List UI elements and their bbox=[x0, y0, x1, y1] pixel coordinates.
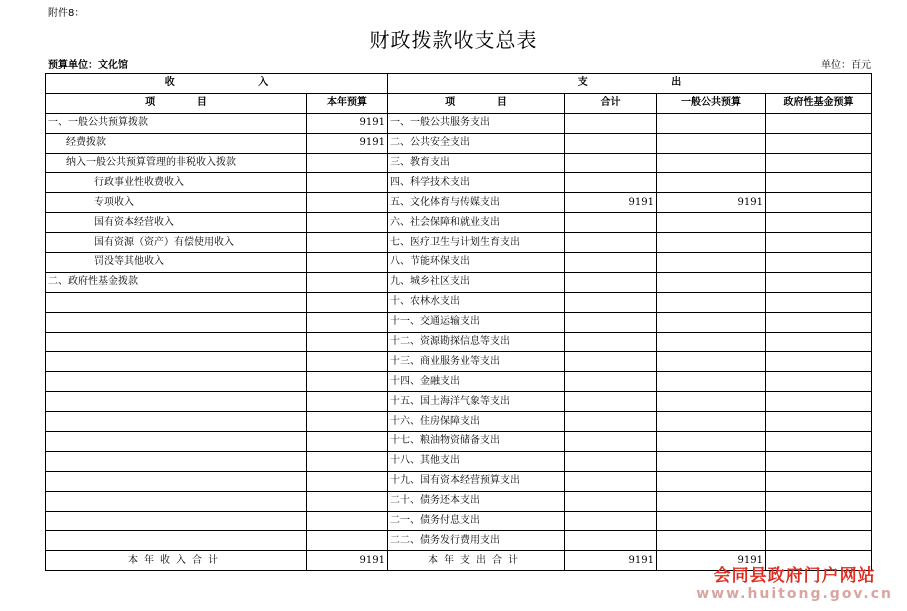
expense-fund-cell bbox=[766, 491, 872, 511]
currency-unit: 单位：百元 bbox=[821, 60, 871, 71]
table-row bbox=[46, 412, 872, 432]
expense-general-cell bbox=[657, 392, 766, 412]
expense-fund-cell bbox=[766, 292, 872, 312]
expense-total-value: 9191 bbox=[565, 551, 657, 571]
income-item-cell bbox=[46, 491, 307, 511]
income-budget-cell bbox=[307, 312, 388, 332]
income-budget-cell bbox=[307, 272, 388, 292]
table-row bbox=[46, 312, 872, 332]
table-row bbox=[46, 272, 872, 292]
expense-fund-cell bbox=[766, 412, 872, 432]
expense-fund-cell bbox=[766, 531, 872, 551]
expense-total-cell bbox=[565, 412, 657, 432]
budget-table bbox=[45, 73, 872, 571]
expense-item-cell: 十三、商业服务业等支出 bbox=[388, 352, 565, 372]
expense-fund-cell bbox=[766, 173, 872, 193]
expense-fund-cell bbox=[766, 233, 872, 253]
expense-general-cell bbox=[657, 412, 766, 432]
expense-general-cell bbox=[657, 491, 766, 511]
expense-general-cell bbox=[657, 372, 766, 392]
expense-item-cell: 二、公共安全支出 bbox=[388, 133, 565, 153]
expense-general-cell bbox=[657, 451, 766, 471]
expense-general-cell bbox=[657, 352, 766, 372]
expense-general-cell bbox=[657, 312, 766, 332]
watermark-url: www.huitong.gov.cn bbox=[696, 586, 893, 602]
income-item-cell bbox=[46, 292, 307, 312]
expense-fund-cell bbox=[766, 372, 872, 392]
income-item-cell bbox=[46, 451, 307, 471]
income-item-cell bbox=[46, 312, 307, 332]
expense-general-cell bbox=[657, 233, 766, 253]
expense-item-cell: 八、节能环保支出 bbox=[388, 253, 565, 273]
income-item-cell: 罚没等其他收入 bbox=[46, 253, 307, 273]
income-budget-cell bbox=[307, 531, 388, 551]
income-budget-cell bbox=[307, 471, 388, 491]
expense-fund-cell bbox=[766, 352, 872, 372]
income-item-cell bbox=[46, 352, 307, 372]
income-item-cell bbox=[46, 432, 307, 452]
table-row bbox=[46, 372, 872, 392]
table-row bbox=[46, 432, 872, 452]
expense-total-cell bbox=[565, 173, 657, 193]
expense-total-cell bbox=[565, 491, 657, 511]
expense-total-cell bbox=[565, 432, 657, 452]
income-item-cell: 国有资源（资产）有偿使用收入 bbox=[46, 233, 307, 253]
budget-unit: 预算单位：文化馆 bbox=[48, 60, 128, 71]
income-item-cell bbox=[46, 531, 307, 551]
table-row bbox=[46, 253, 872, 273]
income-budget-cell bbox=[307, 153, 388, 173]
expense-total-label: 本年支出合计 bbox=[388, 551, 565, 571]
expense-general-cell bbox=[657, 272, 766, 292]
expense-total-cell bbox=[565, 531, 657, 551]
expense-general-cell bbox=[657, 133, 766, 153]
expense-fund-cell bbox=[766, 451, 872, 471]
table-row bbox=[46, 511, 872, 531]
expense-general-cell bbox=[657, 153, 766, 173]
income-item-cell: 行政事业性收费收入 bbox=[46, 173, 307, 193]
expense-fund-cell bbox=[766, 193, 872, 213]
income-item-cell: 经费拨款 bbox=[46, 133, 307, 153]
income-item-cell bbox=[46, 471, 307, 491]
income-item-cell: 二、政府性基金拨款 bbox=[46, 272, 307, 292]
table-row bbox=[46, 451, 872, 471]
table-row bbox=[46, 193, 872, 213]
income-budget-cell bbox=[307, 412, 388, 432]
income-budget-cell bbox=[307, 292, 388, 312]
expense-total-cell bbox=[565, 332, 657, 352]
table-row bbox=[46, 292, 872, 312]
expense-total-cell bbox=[565, 471, 657, 491]
income-total-label: 本年收入合计 bbox=[46, 551, 307, 571]
income-item-cell bbox=[46, 392, 307, 412]
income-item-cell: 国有资本经营收入 bbox=[46, 213, 307, 233]
table-row bbox=[46, 471, 872, 491]
expense-fund-cell bbox=[766, 312, 872, 332]
expense-fund-cell bbox=[766, 253, 872, 273]
income-budget-cell bbox=[307, 233, 388, 253]
expense-general-cell bbox=[657, 292, 766, 312]
expense-item-cell: 二十、债务还本支出 bbox=[388, 491, 565, 511]
expense-fund-cell bbox=[766, 113, 872, 133]
expense-fund-cell bbox=[766, 213, 872, 233]
income-total-value: 9191 bbox=[307, 551, 388, 571]
expense-general-cell bbox=[657, 511, 766, 531]
expense-item-cell: 一、一般公共服务支出 bbox=[388, 113, 565, 133]
attachment-label: 附件8： bbox=[48, 8, 85, 19]
expense-item-cell: 十八、其他支出 bbox=[388, 451, 565, 471]
income-budget-cell bbox=[307, 491, 388, 511]
expense-total-cell bbox=[565, 133, 657, 153]
income-budget-cell bbox=[307, 193, 388, 213]
expense-item-cell: 十一、交通运输支出 bbox=[388, 312, 565, 332]
expense-item-cell: 九、城乡社区支出 bbox=[388, 272, 565, 292]
income-budget-cell bbox=[307, 451, 388, 471]
income-budget-cell bbox=[307, 173, 388, 193]
expense-item-cell: 二一、债务付息支出 bbox=[388, 511, 565, 531]
expense-general-total-value: 9191 bbox=[657, 551, 766, 571]
table-row bbox=[46, 352, 872, 372]
col-header-fund: 政府性基金预算 bbox=[766, 93, 872, 113]
col-header-total: 合计 bbox=[565, 93, 657, 113]
expense-general-cell bbox=[657, 213, 766, 233]
col-header-general: 一般公共预算 bbox=[657, 93, 766, 113]
expense-general-cell bbox=[657, 432, 766, 452]
income-item-cell bbox=[46, 511, 307, 531]
table-row bbox=[46, 153, 872, 173]
income-budget-cell: 9191 bbox=[307, 113, 388, 133]
expense-item-cell: 十、农林水支出 bbox=[388, 292, 565, 312]
table-row bbox=[46, 392, 872, 412]
expense-general-cell bbox=[657, 471, 766, 491]
expense-item-cell: 十二、资源勘探信息等支出 bbox=[388, 332, 565, 352]
expense-total-cell bbox=[565, 312, 657, 332]
expense-item-cell: 十六、住房保障支出 bbox=[388, 412, 565, 432]
expense-general-cell: 9191 bbox=[657, 193, 766, 213]
income-budget-cell bbox=[307, 213, 388, 233]
expense-general-cell bbox=[657, 332, 766, 352]
table-row bbox=[46, 233, 872, 253]
income-budget-cell bbox=[307, 372, 388, 392]
expense-item-cell: 十七、粮油物资储备支出 bbox=[388, 432, 565, 452]
expense-fund-cell bbox=[766, 511, 872, 531]
expense-item-cell: 五、文化体育与传媒支出 bbox=[388, 193, 565, 213]
col-header-budget: 本年预算 bbox=[307, 93, 388, 113]
income-budget-cell bbox=[307, 511, 388, 531]
expense-section-header: 支 出 bbox=[388, 74, 872, 94]
site-watermark bbox=[696, 561, 893, 602]
expense-total-cell bbox=[565, 352, 657, 372]
expense-total-cell bbox=[565, 372, 657, 392]
expense-total-cell bbox=[565, 153, 657, 173]
expense-total-cell bbox=[565, 253, 657, 273]
income-budget-cell bbox=[307, 432, 388, 452]
income-item-cell: 纳入一般公共预算管理的非税收入拨款 bbox=[46, 153, 307, 173]
expense-total-cell: 9191 bbox=[565, 193, 657, 213]
expense-item-cell: 十四、金融支出 bbox=[388, 372, 565, 392]
expense-total-cell bbox=[565, 292, 657, 312]
income-budget-cell bbox=[307, 352, 388, 372]
expense-fund-cell bbox=[766, 133, 872, 153]
page-title: 财政拨款收支总表 bbox=[369, 28, 538, 52]
expense-total-cell bbox=[565, 113, 657, 133]
expense-general-cell bbox=[657, 253, 766, 273]
table-row bbox=[46, 213, 872, 233]
table-row bbox=[46, 173, 872, 193]
expense-item-cell: 六、社会保障和就业支出 bbox=[388, 213, 565, 233]
income-item-cell bbox=[46, 372, 307, 392]
expense-item-cell: 二二、债务发行费用支出 bbox=[388, 531, 565, 551]
table-row bbox=[46, 133, 872, 153]
expense-total-cell bbox=[565, 511, 657, 531]
table-row bbox=[46, 491, 872, 511]
expense-general-cell bbox=[657, 113, 766, 133]
expense-item-cell: 七、医疗卫生与计划生育支出 bbox=[388, 233, 565, 253]
expense-fund-cell bbox=[766, 471, 872, 491]
income-section-header: 收 入 bbox=[46, 74, 388, 94]
expense-general-cell bbox=[657, 531, 766, 551]
expense-fund-cell bbox=[766, 432, 872, 452]
col-header-item: 项 目 bbox=[46, 93, 307, 113]
expense-item-cell: 三、教育支出 bbox=[388, 153, 565, 173]
table-row bbox=[46, 113, 872, 133]
expense-total-cell bbox=[565, 213, 657, 233]
expense-total-cell bbox=[565, 233, 657, 253]
income-item-cell: 专项收入 bbox=[46, 193, 307, 213]
expense-fund-cell bbox=[766, 392, 872, 412]
expense-total-cell bbox=[565, 451, 657, 471]
expense-item-cell: 十五、国土海洋气象等支出 bbox=[388, 392, 565, 412]
expense-item-cell: 十九、国有资本经营预算支出 bbox=[388, 471, 565, 491]
income-item-cell bbox=[46, 332, 307, 352]
income-item-cell bbox=[46, 412, 307, 432]
expense-total-cell bbox=[565, 392, 657, 412]
col-header-item2: 项 目 bbox=[388, 93, 565, 113]
income-budget-cell bbox=[307, 253, 388, 273]
income-budget-cell bbox=[307, 332, 388, 352]
expense-general-cell bbox=[657, 173, 766, 193]
expense-item-cell: 四、科学技术支出 bbox=[388, 173, 565, 193]
expense-fund-cell bbox=[766, 332, 872, 352]
income-item-cell: 一、一般公共预算拨款 bbox=[46, 113, 307, 133]
table-row bbox=[46, 332, 872, 352]
section-header-row bbox=[46, 74, 872, 94]
expense-fund-cell bbox=[766, 272, 872, 292]
watermark-site-name: 会同县政府门户网站 bbox=[713, 566, 876, 586]
table-row bbox=[46, 531, 872, 551]
expense-total-cell bbox=[565, 272, 657, 292]
income-budget-cell: 9191 bbox=[307, 133, 388, 153]
column-header-row bbox=[46, 93, 872, 113]
expense-fund-cell bbox=[766, 153, 872, 173]
income-budget-cell bbox=[307, 392, 388, 412]
